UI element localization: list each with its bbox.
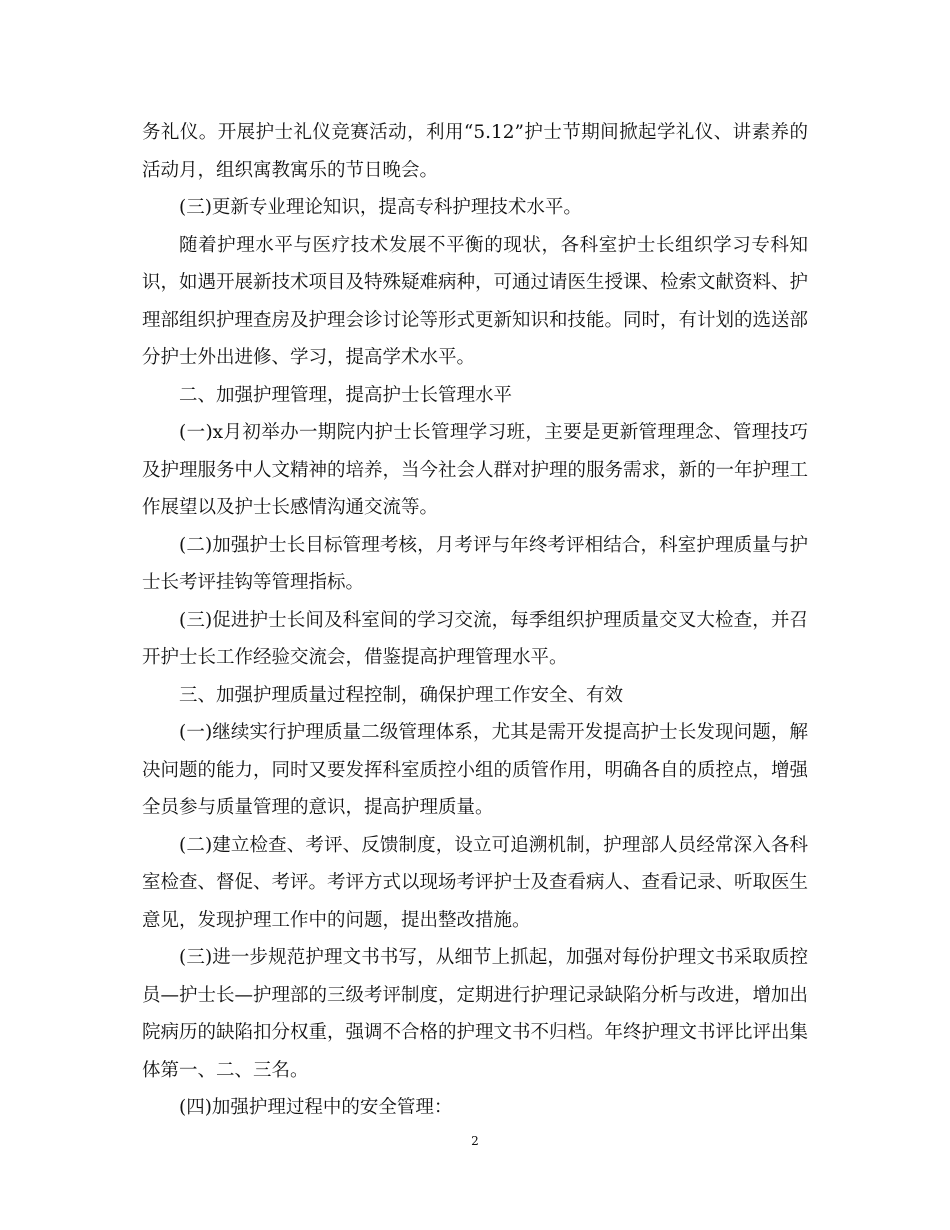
paragraph-3: 随着护理水平与医疗技术发展不平衡的现状，各科室护士长组织学习专科知识，如遇开展新技术项目及特殊疑难病种，可通过请医生授课、检索文献资料、护理部组织护理查房及护理会诊讨论等形式更新知识和技能。同时，有计划的选送部分护士外出进修、学习，提高学术水平。 (142, 234, 809, 368)
paragraph-11: (三)进一步规范护理文书书写，从细节上抓起，加强对每份护理文书采取质控员—护士长—护理部的三级考评制度，定期进行护理记录缺陷分析与改进，增加出院病历的缺陷扣分权重，强调不合格的护理文书不归档。年终护理文书评比评出集体第一、二、三名。 (142, 947, 809, 1081)
section-heading-2: 二、加强护理管理，提高护士长管理水平 (179, 384, 513, 406)
paragraph-1: 务礼仪。开展护士礼仪竞赛活动，利用“5.12”护士节期间掀起学礼仪、讲素养的活动月，组织寓教寓乐的节日晚会。 (142, 122, 808, 181)
paragraph-6: (二)加强护士长目标管理考核，月考评与年终考评相结合，科室护理质量与护士长考评挂钩等管理指标。 (142, 534, 808, 593)
paragraph-10: (二)建立检查、考评、反馈制度，设立可追溯机制，护理部人员经常深入各科室检查、督促、考评。考评方式以现场考评护士及查看病人、查看记录、听取医生意见，发现护理工作中的问题，提出整改措施。 (142, 834, 809, 931)
paragraph-9: (一)继续实行护理质量二级管理体系，尤其是需开发提高护士长发现问题，解决问题的能力，同时又要发挥科室质控小组的质管作用，明确各自的质控点，增强全员参与质量管理的意识，提高护理质量。 (142, 722, 809, 818)
paragraph-2: (三)更新专业理论知识，提高专科护理技术水平。 (179, 197, 582, 218)
page-number: 2 (471, 1134, 479, 1148)
paragraph-7: (三)促进护士长间及科室间的学习交流，每季组织护理质量交叉大检查，并召开护士长工作经验交流会，借鉴提高护理管理水平。 (142, 609, 808, 668)
document-body (142, 114, 808, 1127)
paragraph-12: (四)加强护理过程中的安全管理： (179, 1097, 453, 1118)
section-heading-3: 三、加强护理质量过程控制，确保护理工作安全、有效 (179, 684, 624, 706)
paragraph-5: (一)x月初举办一期院内护士长管理学习班，主要是更新管理理念、管理技巧及护理服务中人文精神的培养，当今社会人群对护理的服务需求，新的一年护理工作展望以及护士长感情沟通交流等。 (142, 422, 809, 518)
